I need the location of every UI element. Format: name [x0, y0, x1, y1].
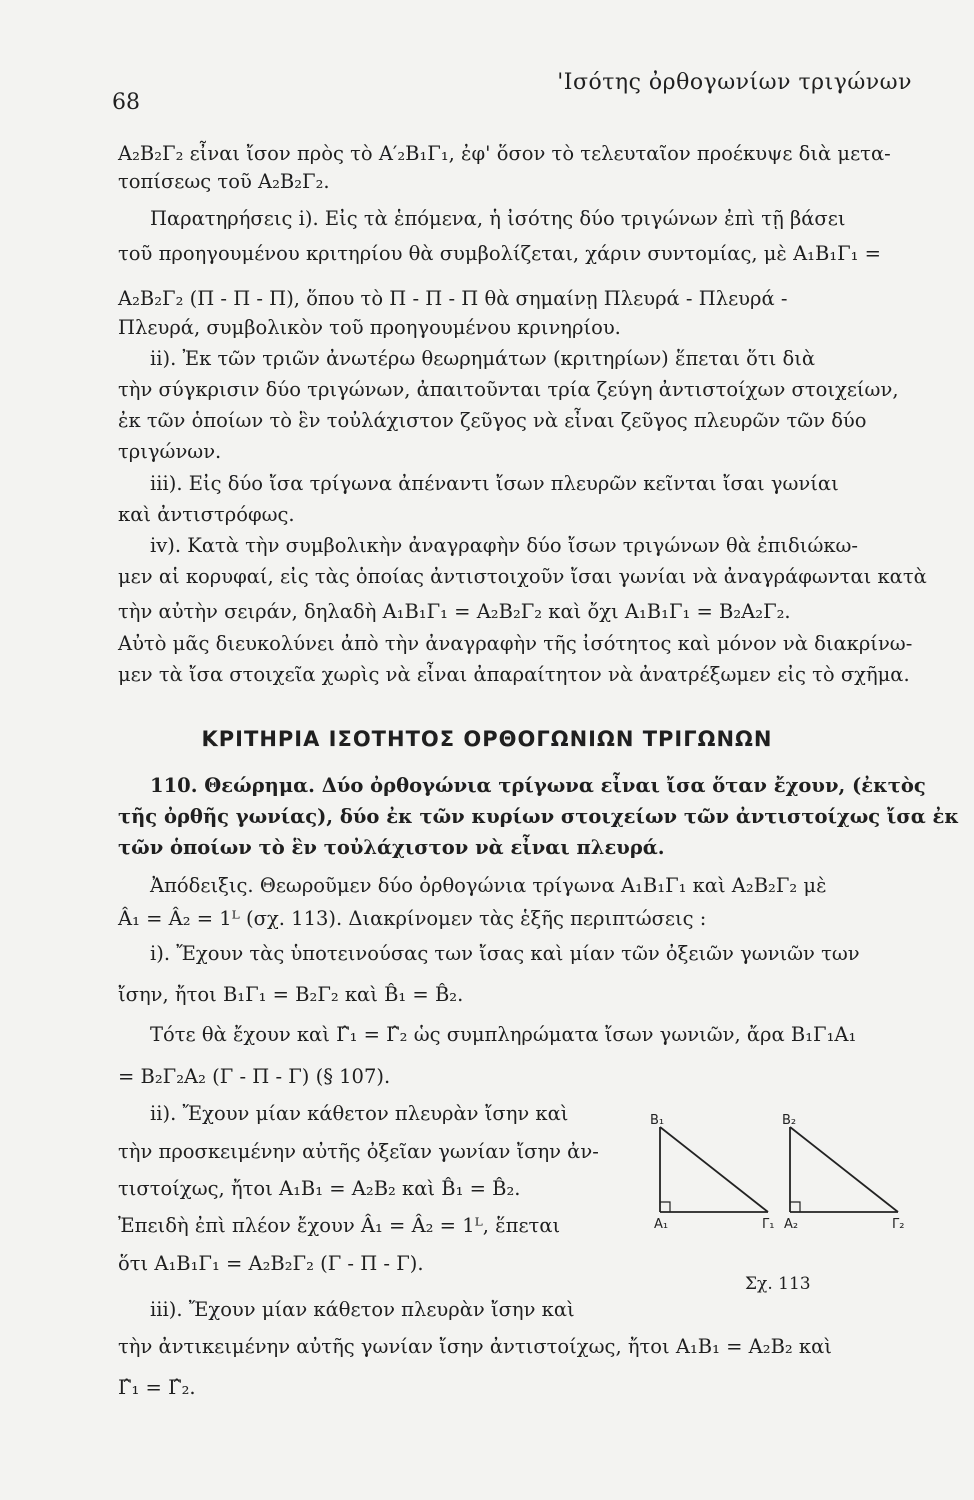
text-line: καὶ ἀντιστρόφως.	[118, 503, 295, 526]
section-title: ΚΡΙΤΗΡΙΑ ΙΣΟΤΗΤΟΣ ΟΡΘΟΓΩΝΙΩΝ ΤΡΙΓΩΝΩΝ	[201, 727, 773, 751]
right-angle-mark-2	[790, 1202, 800, 1212]
text-line: μεν τὰ ἴσα στοιχεῖα χωρὶς νὰ εἶναι ἀπαραίτητον νὰ ἀνατρέξωμεν εἰς τὸ σχῆμα.	[118, 663, 910, 686]
text-line: iv). Κατὰ τὴν συμβολικὴν ἀναγραφὴν δύο ἴσων τριγώνων θὰ ἐπιδιώκω-	[150, 534, 859, 557]
proof-line: Γ̂₁ = Γ̂₂.	[118, 1376, 196, 1399]
proof-line: Ἀπόδειξις. Θεωροῦμεν δύο ὀρθογώνια τρίγωνα Α₁Β₁Γ₁ καὶ Α₂Β₂Γ₂ μὲ	[150, 874, 827, 897]
theorem-line: τῶν ὁποίων τὸ ἓν τοὐλάχιστον νὰ εἶναι πλευρά.	[118, 836, 665, 859]
proof-line: i). Ἔχουν τὰς ὑποτεινούσας των ἴσας καὶ μίαν τῶν ὀξειῶν γωνιῶν των	[150, 942, 860, 965]
text-line: Α₂Β₂Γ₂ (Π - Π - Π), ὅπου τὸ Π - Π - Π θὰ σημαίνῃ Πλευρά - Πλευρά -	[118, 287, 788, 310]
text-line: Α₂Β₂Γ₂ εἶναι ἴσον πρὸς τὸ Α′₂Β₁Γ₁, ἐφ' ὅσον τὸ τελευταῖον προέκυψε διὰ μετα-	[118, 142, 891, 165]
label-g1: Γ₁	[762, 1217, 775, 1232]
theorem-line: 110. Θεώρημα. Δύο ὀρθογώνια τρίγωνα εἶναι ἴσα ὅταν ἔχουν, (ἐκτὸς	[150, 774, 926, 797]
label-b1: Β₁	[650, 1113, 665, 1128]
label-a2: Α₂	[784, 1217, 799, 1232]
theorem-line: τῆς ὀρθῆς γωνίας), δύο ἐκ τῶν κυρίων στοιχείων τῶν ἀντιστοίχως ἴσα ἐκ	[118, 805, 960, 828]
triangle-2-hypotenuse	[790, 1127, 898, 1212]
proof-line: iii). Ἔχουν μίαν κάθετον πλευρὰν ἴσην καὶ	[150, 1298, 575, 1321]
proof-line: Ἐπειδὴ ἐπὶ πλέον ἔχουν Â₁ = Â₂ = 1ᴸ, ἕπεται	[118, 1214, 561, 1237]
label-b2: Β₂	[782, 1113, 797, 1128]
text-line: τοπίσεως τοῦ Α₂Β₂Γ₂.	[118, 170, 330, 193]
text-line: τοῦ προηγουμένου κριτηρίου θὰ συμβολίζεται, χάριν συντομίας, μὲ Α₁Β₁Γ₁ =	[118, 242, 882, 265]
proof-line: τὴν προσκειμένην αὐτῆς ὀξεῖαν γωνίαν ἴσην ἀν-	[118, 1140, 599, 1163]
label-a1: Α₁	[654, 1217, 669, 1232]
text-line: Αὐτὸ μᾶς διευκολύνει ἀπὸ τὴν ἀναγραφὴν τῆς ἰσότητος καὶ μόνον νὰ διακρίνω-	[118, 632, 913, 655]
text-line: Παρατηρήσεις i). Εἰς τὰ ἑπόμενα, ἡ ἰσότης δύο τριγώνων ἐπὶ τῇ βάσει	[150, 207, 846, 230]
text-line: ii). Ἐκ τῶν τριῶν ἀνωτέρω θεωρημάτων (κριτηρίων) ἕπεται ὅτι διὰ	[150, 347, 816, 370]
proof-line: τὴν ἀντικειμένην αὐτῆς γωνίαν ἴσην ἀντιστοίχως, ἤτοι Α₁Β₁ = Α₂Β₂ καὶ	[118, 1335, 832, 1358]
proof-line: = Β₂Γ₂Α₂ (Γ - Π - Γ) (§ 107).	[118, 1065, 391, 1088]
text-line: μεν αἱ κορυφαί, εἰς τὰς ὁποίας ἀντιστοιχοῦν ἴσαι γωνίαι νὰ ἀναγράφωνται κατὰ	[118, 565, 927, 588]
triangle-1-hypotenuse	[660, 1127, 768, 1212]
text-line: τὴν σύγκρισιν δύο τριγώνων, ἀπαιτοῦνται τρία ζεύγη ἀντιστοίχων στοιχείων,	[118, 378, 899, 401]
text-line: iii). Εἰς δύο ἴσα τρίγωνα ἀπέναντι ἴσων πλευρῶν κεῖνται ἴσαι γωνίαι	[150, 472, 839, 495]
text-line: τὴν αὐτὴν σειράν, δηλαδὴ Α₁Β₁Γ₁ = Α₂Β₂Γ₂ καὶ ὄχι Α₁Β₁Γ₁ = Β₂Α₂Γ₂.	[118, 600, 791, 623]
figure-113	[640, 1112, 930, 1242]
figure-caption: Σχ. 113	[745, 1274, 811, 1294]
page-number: 68	[112, 90, 140, 115]
proof-line: ἴσην, ἤτοι Β₁Γ₁ = Β₂Γ₂ καὶ B̂₁ = B̂₂.	[118, 983, 464, 1006]
proof-line: ii). Ἔχουν μίαν κάθετον πλευρὰν ἴσην καὶ	[150, 1102, 569, 1125]
proof-line: Â₁ = Â₂ = 1ᴸ (σχ. 113). Διακρίνομεν τὰς ἑξῆς περιπτώσεις :	[118, 907, 707, 930]
text-line: ἐκ τῶν ὁποίων τὸ ἓν τοὐλάχιστον ζεῦγος νὰ εἶναι ζεῦγος πλευρῶν τῶν δύο	[118, 409, 867, 432]
label-g2: Γ₂	[892, 1217, 905, 1232]
proof-line: Τότε θὰ ἔχουν καὶ Γ̂₁ = Γ̂₂ ὡς συμπληρώματα ἴσων γωνιῶν, ἄρα Β₁Γ₁Α₁	[150, 1023, 857, 1046]
text-line: Πλευρά, συμβολικὸν τοῦ προηγουμένου κρινηρίου.	[118, 316, 621, 339]
proof-line: ὅτι Α₁Β₁Γ₁ = Α₂Β₂Γ₂ (Γ - Π - Γ).	[118, 1252, 424, 1275]
proof-line: τιστοίχως, ἤτοι Α₁Β₁ = Α₂Β₂ καὶ B̂₁ = B̂₂.	[118, 1177, 521, 1200]
running-title: 'Ισότης ὀρθογωνίων τριγώνων	[557, 70, 912, 95]
right-angle-mark-1	[660, 1202, 670, 1212]
text-line: τριγώνων.	[118, 440, 222, 463]
